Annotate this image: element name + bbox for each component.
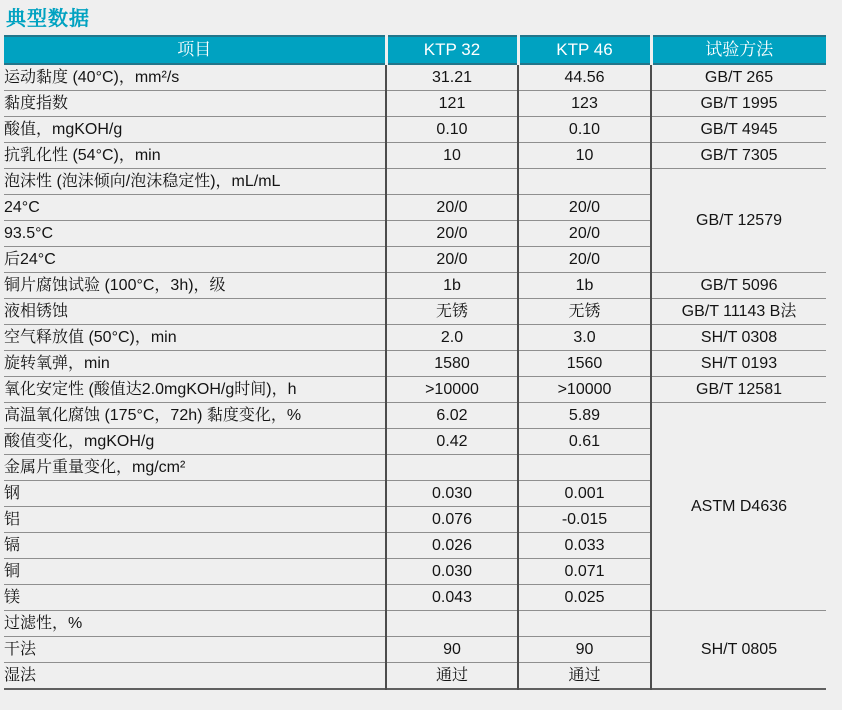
row-label: 酸值，mgKOH/g xyxy=(4,117,386,143)
cell-ktp46 xyxy=(518,611,651,637)
cell-ktp32: 10 xyxy=(386,143,518,169)
row-label: 金属片重量变化，mg/cm² xyxy=(4,455,386,481)
cell-ktp46: 20/0 xyxy=(518,247,651,273)
cell-ktp46 xyxy=(518,455,651,481)
cell-ktp32: 0.026 xyxy=(386,533,518,559)
cell-ktp46: 0.025 xyxy=(518,585,651,611)
cell-ktp32: 0.42 xyxy=(386,429,518,455)
table-row xyxy=(4,169,826,195)
cell-ktp32 xyxy=(386,455,518,481)
cell-ktp46: 0.61 xyxy=(518,429,651,455)
cell-ktp32: >10000 xyxy=(386,377,518,403)
cell-ktp32: 20/0 xyxy=(386,221,518,247)
cell-ktp46: 123 xyxy=(518,91,651,117)
cell-ktp46: 1b xyxy=(518,273,651,299)
cell-ktp32: 31.21 xyxy=(386,64,518,91)
cell-method: GB/T 12581 xyxy=(651,377,826,403)
col-header-method: 试验方法 xyxy=(651,36,826,64)
table-row xyxy=(4,91,826,117)
row-label: 钢 xyxy=(4,481,386,507)
cell-ktp32 xyxy=(386,611,518,637)
col-header-item: 项目 xyxy=(4,36,386,64)
table-row xyxy=(4,403,826,429)
cell-ktp46: 0.001 xyxy=(518,481,651,507)
cell-ktp46: 1560 xyxy=(518,351,651,377)
cell-ktp46: 10 xyxy=(518,143,651,169)
table-row xyxy=(4,351,826,377)
cell-ktp32: 0.030 xyxy=(386,559,518,585)
row-label: 镉 xyxy=(4,533,386,559)
cell-ktp32: 20/0 xyxy=(386,195,518,221)
cell-ktp32: 20/0 xyxy=(386,247,518,273)
row-label: 24°C xyxy=(4,195,386,221)
cell-method: GB/T 5096 xyxy=(651,273,826,299)
row-label: 旋转氧弹，min xyxy=(4,351,386,377)
table-row xyxy=(4,325,826,351)
cell-method-span: GB/T 12579 xyxy=(651,169,826,273)
row-label: 黏度指数 xyxy=(4,91,386,117)
cell-method: SH/T 0193 xyxy=(651,351,826,377)
row-label: 铜片腐蚀试验 (100°C，3h)，级 xyxy=(4,273,386,299)
cell-ktp46: 5.89 xyxy=(518,403,651,429)
cell-ktp46: 通过 xyxy=(518,663,651,690)
cell-method: GB/T 1995 xyxy=(651,91,826,117)
cell-ktp46: 20/0 xyxy=(518,221,651,247)
typical-data-table xyxy=(4,35,826,690)
cell-ktp32: 121 xyxy=(386,91,518,117)
cell-ktp46: -0.015 xyxy=(518,507,651,533)
row-label: 抗乳化性 (54°C)，min xyxy=(4,143,386,169)
cell-ktp32: 0.030 xyxy=(386,481,518,507)
table-row xyxy=(4,299,826,325)
row-label: 液相锈蚀 xyxy=(4,299,386,325)
row-label: 铜 xyxy=(4,559,386,585)
row-label: 高温氧化腐蚀 (175°C，72h) 黏度变化，% xyxy=(4,403,386,429)
cell-ktp46: 无锈 xyxy=(518,299,651,325)
row-label: 铝 xyxy=(4,507,386,533)
cell-ktp46: 0.10 xyxy=(518,117,651,143)
cell-ktp46: 0.071 xyxy=(518,559,651,585)
row-label: 后24°C xyxy=(4,247,386,273)
cell-ktp32: 2.0 xyxy=(386,325,518,351)
row-label: 泡沫性 (泡沫倾向/泡沫稳定性)，mL/mL xyxy=(4,169,386,195)
table-row xyxy=(4,273,826,299)
cell-ktp32: 1580 xyxy=(386,351,518,377)
cell-ktp46: 0.033 xyxy=(518,533,651,559)
cell-ktp32: 0.043 xyxy=(386,585,518,611)
table-header-row xyxy=(4,36,826,64)
cell-method: GB/T 4945 xyxy=(651,117,826,143)
cell-method: SH/T 0308 xyxy=(651,325,826,351)
row-label: 干法 xyxy=(4,637,386,663)
cell-ktp46: 90 xyxy=(518,637,651,663)
cell-method-span: ASTM D4636 xyxy=(651,403,826,611)
table-row xyxy=(4,117,826,143)
row-label: 运动黏度 (40°C)，mm²/s xyxy=(4,64,386,91)
cell-ktp46: 44.56 xyxy=(518,64,651,91)
cell-method: GB/T 11143 B法 xyxy=(651,299,826,325)
table-row xyxy=(4,611,826,637)
cell-ktp32: 通过 xyxy=(386,663,518,690)
cell-method: GB/T 7305 xyxy=(651,143,826,169)
cell-method-span: SH/T 0805 xyxy=(651,611,826,690)
cell-ktp32: 90 xyxy=(386,637,518,663)
cell-ktp32: 1b xyxy=(386,273,518,299)
row-label: 镁 xyxy=(4,585,386,611)
table-row xyxy=(4,64,826,91)
cell-ktp32: 0.10 xyxy=(386,117,518,143)
row-label: 湿法 xyxy=(4,663,386,690)
cell-ktp46 xyxy=(518,169,651,195)
row-label: 空气释放值 (50°C)，min xyxy=(4,325,386,351)
cell-method: GB/T 265 xyxy=(651,64,826,91)
cell-ktp32: 0.076 xyxy=(386,507,518,533)
table-row xyxy=(4,377,826,403)
cell-ktp32 xyxy=(386,169,518,195)
col-header-ktp32: KTP 32 xyxy=(386,36,518,64)
cell-ktp46: 3.0 xyxy=(518,325,651,351)
cell-ktp46: 20/0 xyxy=(518,195,651,221)
row-label: 酸值变化，mgKOH/g xyxy=(4,429,386,455)
page-title: 典型数据 xyxy=(6,8,90,30)
row-label: 氧化安定性 (酸值达2.0mgKOH/g时间)，h xyxy=(4,377,386,403)
row-label: 过滤性，% xyxy=(4,611,386,637)
cell-ktp46: >10000 xyxy=(518,377,651,403)
cell-ktp32: 6.02 xyxy=(386,403,518,429)
table-row xyxy=(4,143,826,169)
cell-ktp32: 无锈 xyxy=(386,299,518,325)
col-header-ktp46: KTP 46 xyxy=(518,36,651,64)
row-label: 93.5°C xyxy=(4,221,386,247)
